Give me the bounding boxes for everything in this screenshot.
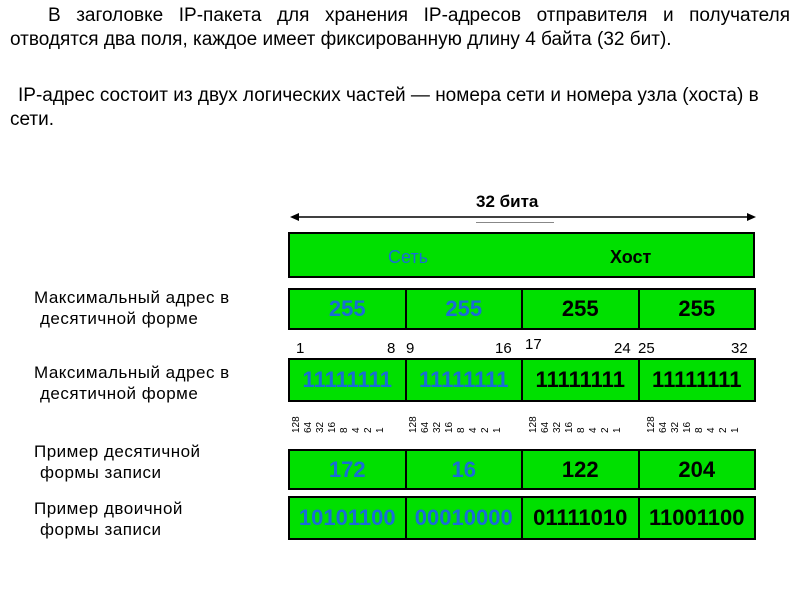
bit-weight-label: 128 <box>291 416 302 433</box>
row-label-max-binary: Максимальный адрес в десятичной форме <box>34 363 230 403</box>
octet-2-cell: 11111111 <box>407 360 524 400</box>
max-decimal-row <box>288 288 756 330</box>
bit-position: 17 <box>525 336 542 353</box>
row-label-max-decimal: Максимальный адрес в десятичной форме <box>34 288 230 328</box>
bit-weight-label: 16 <box>564 421 575 433</box>
bit-weights-octet-2 <box>405 405 521 433</box>
octet-2-cell: 00010000 <box>407 498 524 538</box>
bit-weights-octet-1 <box>288 405 404 433</box>
bit-position: 32 <box>731 340 748 357</box>
octet-4-cell: 11111111 <box>652 367 742 392</box>
bit-weight-label: 32 <box>432 421 443 433</box>
bit-weight-label: 4 <box>706 427 717 433</box>
bit-weight-label: 4 <box>468 427 479 433</box>
bit-weight-label: 64 <box>658 421 669 433</box>
bit-weight-label: 2 <box>718 427 729 433</box>
octet-1-cell: 172 <box>290 451 407 488</box>
bit-weight-label: 128 <box>528 416 539 433</box>
example-decimal-row <box>288 449 756 490</box>
bit-position: 1 <box>296 340 305 357</box>
bit-position: 9 <box>406 340 415 357</box>
bit-position: 24 <box>614 340 631 357</box>
bit-weight-label: 8 <box>456 427 467 433</box>
network-label: Сеть <box>388 247 429 267</box>
octet-3-cell: 01111010 <box>523 498 640 538</box>
bit-weights-octet-4 <box>643 405 759 433</box>
row-label-example-decimal: Пример десятичной формы записи <box>34 442 201 482</box>
bit-weight-label: 8 <box>576 427 587 433</box>
bit-weight-label: 16 <box>327 421 338 433</box>
row-label-example-binary: Пример двоичной формы записи <box>34 499 183 539</box>
octet-2-cell: 255 <box>407 290 524 328</box>
bit-weight-label: 1 <box>492 427 503 433</box>
octet-4-cell: 11001100 <box>649 505 745 530</box>
bit-weight-label: 4 <box>588 427 599 433</box>
octet-4-cell: 204 <box>678 456 716 482</box>
octet-1-cell: 11111111 <box>290 360 407 400</box>
bit-weight-label: 2 <box>600 427 611 433</box>
bit-weight-label: 8 <box>339 427 350 433</box>
bit-weight-label: 8 <box>694 427 705 433</box>
intro-paragraph-2: IP-адрес состоит из двух логических частей — номера сети и номера узла (хоста) в сети. <box>10 85 759 130</box>
bit-weight-label: 16 <box>682 421 693 433</box>
bit-weight-label: 64 <box>303 421 314 433</box>
bit-weight-label: 128 <box>408 416 419 433</box>
octet-2-cell: 16 <box>407 451 524 488</box>
bit-weight-label: 32 <box>670 421 681 433</box>
bit-position: 25 <box>638 340 655 357</box>
network-host-bar <box>288 232 755 278</box>
bit-weight-label: 32 <box>315 421 326 433</box>
bit-weights-octet-3 <box>525 405 641 433</box>
bit-weight-label: 16 <box>444 421 455 433</box>
bit-weight-label: 2 <box>363 427 374 433</box>
bits-length-label: 32 бита <box>476 192 539 211</box>
bit-weight-label: 128 <box>646 416 657 433</box>
bit-weight-label: 1 <box>612 427 623 433</box>
octet-4-cell: 255 <box>678 296 716 321</box>
octet-1-cell: 255 <box>290 290 407 328</box>
bit-weight-label: 1 <box>730 427 741 433</box>
bit-position: 8 <box>387 340 396 357</box>
bit-position: 16 <box>495 340 512 357</box>
intro-paragraph-1: В заголовке IP-пакета для хранения IP-адресов отправителя и получателя отводятся два поля, каждое имеет фиксированную длину 4 байта (32 бит). <box>10 5 790 50</box>
host-label: Хост <box>610 247 652 267</box>
bit-weight-label: 4 <box>351 427 362 433</box>
octet-1-cell: 10101100 <box>290 498 407 538</box>
max-binary-row <box>288 358 756 402</box>
octet-3-cell: 122 <box>523 451 640 488</box>
octet-3-cell: 255 <box>523 290 640 328</box>
bit-weight-label: 2 <box>480 427 491 433</box>
example-binary-row <box>288 496 756 540</box>
bit-weight-label: 64 <box>420 421 431 433</box>
bits-span-arrow <box>290 207 756 227</box>
bit-weight-label: 32 <box>552 421 563 433</box>
bit-weight-label: 1 <box>375 427 386 433</box>
bit-weight-label: 64 <box>540 421 551 433</box>
octet-3-cell: 11111111 <box>523 360 640 400</box>
